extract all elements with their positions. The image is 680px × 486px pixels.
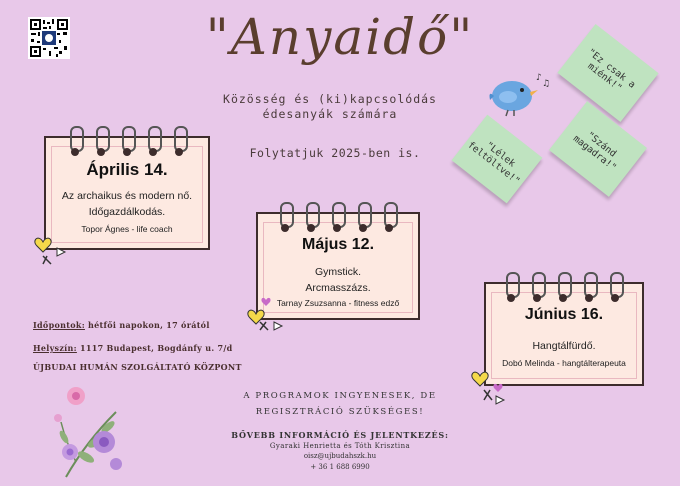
event-date: Április 14. xyxy=(86,160,168,179)
organization-name: ÚJBUDAI HUMÁN SZOLGÁLTATÓ KÖZPONT xyxy=(33,362,242,372)
place-label: Helyszín: xyxy=(33,343,77,353)
note-szand-magadra xyxy=(549,101,647,197)
flower-bouquet-icon xyxy=(46,382,136,486)
subtitle-line-1: Közösség és (ki)kapcsolódás xyxy=(223,92,437,106)
free-line-2: REGISZTRÁCIÓ SZÜKSÉGES! xyxy=(255,407,425,417)
contact-email[interactable]: oisz@ujbudahszk.hu xyxy=(303,452,377,460)
continue-text: Folytatjuk 2025-ben is. xyxy=(249,146,421,160)
place-info xyxy=(33,343,232,353)
page-title: "Anyaidő" xyxy=(205,8,475,66)
note-text: "Lélek feltöltve!" xyxy=(465,139,522,188)
svg-text:♪: ♪ xyxy=(536,73,542,83)
event-person: Topor Ágnes - life coach xyxy=(81,224,173,234)
bird-icon xyxy=(486,70,550,120)
event-person: Dobó Melinda - hangtálterapeuta xyxy=(502,358,626,368)
event-person: Tarnay Zsuzsanna - fitness edző xyxy=(276,298,400,308)
time-info xyxy=(33,320,210,330)
heart-doodle-icon xyxy=(470,366,512,411)
event-date: Május 12. xyxy=(301,236,375,253)
event-line: Gymstick. xyxy=(314,266,362,278)
note-text: "Ez csak a miénk!" xyxy=(585,46,638,94)
free-line-1: A PROGRAMOK INGYENESEK, DE xyxy=(243,391,437,401)
subtitle-line-2: édesanyák számára xyxy=(262,107,398,121)
time-value: hétfői napokon, 17 órától xyxy=(84,320,210,330)
svg-text:♫: ♫ xyxy=(542,79,550,89)
contact-heading: BŐVEBB INFORMÁCIÓ ÉS JELENTKEZÉS: xyxy=(231,430,449,440)
free-notice xyxy=(210,388,470,420)
event-line: Hangtálfürdő. xyxy=(532,340,596,352)
heart-doodle-icon xyxy=(33,232,75,273)
heart-doodle-icon xyxy=(246,294,288,339)
event-date: Június 16. xyxy=(524,306,604,323)
subtitle xyxy=(170,92,490,122)
contact-names: Gyaraki Henrietta és Tóth Krisztina xyxy=(269,442,411,450)
event-line: Arcmasszázs. xyxy=(305,282,371,294)
time-label: Időpontok: xyxy=(33,320,85,330)
contact-phone[interactable]: + 36 1 688 6990 xyxy=(310,463,370,471)
note-lelek-feltoltve xyxy=(452,115,543,204)
note-text: "Szánd magadra!" xyxy=(570,129,619,174)
event-line: Időgazdálkodás. xyxy=(88,206,166,218)
place-value: 1117 Budapest, Bogdánfy u. 7/d xyxy=(76,343,233,353)
event-line: Az archaikus és modern nő. xyxy=(61,190,193,202)
